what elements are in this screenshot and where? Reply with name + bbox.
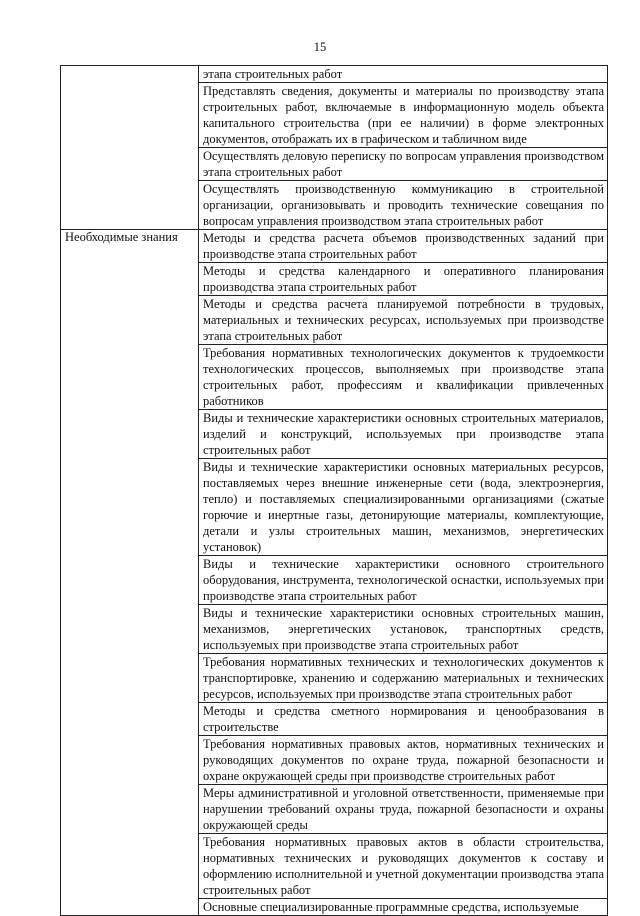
table-cell: Виды и технические характеристики основных материальных ресурсов, поставляемых через внешние инженерные сети (вода, электроэнергия, тепло) и поставляемых специализированными организациями (сжатые горючие и инертные газы, детонирующие материалы, комплектующие, детали и узлы строительных машин, механизмов, энергетических установок) — [199, 459, 608, 556]
table-cell: Требования нормативных технологических документов к трудоемкости технологических процессов, выполняемых при производстве этапа строительных работ, профессиям и квалификации привлеченных работников — [199, 345, 608, 410]
table-cell: этапа строительных работ — [199, 66, 608, 83]
section-label: Необходимые знания — [65, 230, 178, 244]
table-cell: Виды и технические характеристики основного строительного оборудования, инструмента, технологической оснастки, используемых при производстве этапа строительных работ — [199, 556, 608, 605]
table-cell: Методы и средства календарного и оперативного планирования производства этапа строительных работ — [199, 263, 608, 296]
left-cell-empty — [61, 66, 199, 230]
table-row — [61, 66, 608, 83]
page-number: 15 — [313, 40, 327, 54]
competency-table — [60, 65, 608, 916]
table-cell: Требования нормативных технических и технологических документов к транспортировке, хранению и содержанию материальных и технических ресурсов, используемых при производстве этапа строительных работ — [199, 654, 608, 703]
table-cell: Требования нормативных правовых актов в области строительства, нормативных технических и руководящих документов к составу и оформлению исполнительной и учетной документации производства этапа строительных работ — [199, 834, 608, 899]
left-label-cell — [61, 230, 199, 916]
table-cell: Осуществлять производственную коммуникацию в строительной организации, организовывать и проводить технические совещания по вопросам управления производством этапа строительных работ — [199, 181, 608, 230]
table-cell: Основные специализированные программные средства, используемые — [199, 899, 608, 916]
table-cell: Методы и средства сметного нормирования и ценообразования в строительстве — [199, 703, 608, 736]
table-cell: Методы и средства расчета объемов производственных заданий при производстве этапа строительных работ — [199, 230, 608, 263]
table-cell: Требования нормативных правовых актов, нормативных технических и руководящих документов по охране труда, пожарной безопасности и охране окружающей среды при производстве строительных работ — [199, 736, 608, 785]
table-cell: Виды и технические характеристики основных строительных машин, механизмов, энергетических установок, транспортных средств, используемых при производстве этапа строительных работ — [199, 605, 608, 654]
table-cell: Осуществлять деловую переписку по вопросам управления производством этапа строительных работ — [199, 148, 608, 181]
table-row — [61, 230, 608, 263]
table-cell: Представлять сведения, документы и материалы по производству этапа строительных работ, включаемые в информационную модель объекта капитального строительства (при ее наличии) в форме электронных документов, отображать их в графическом и табличном виде — [199, 83, 608, 148]
table-cell: Меры административной и уголовной ответственности, применяемые при нарушении требований охраны труда, пожарной безопасности и охраны окружающей среды — [199, 785, 608, 834]
table-cell: Виды и технические характеристики основных строительных материалов, изделий и конструкций, используемых при производстве этапа строительных работ — [199, 410, 608, 459]
table-cell: Методы и средства расчета планируемой потребности в трудовых, материальных и технических ресурсах, используемых при производстве этапа строительных работ — [199, 296, 608, 345]
